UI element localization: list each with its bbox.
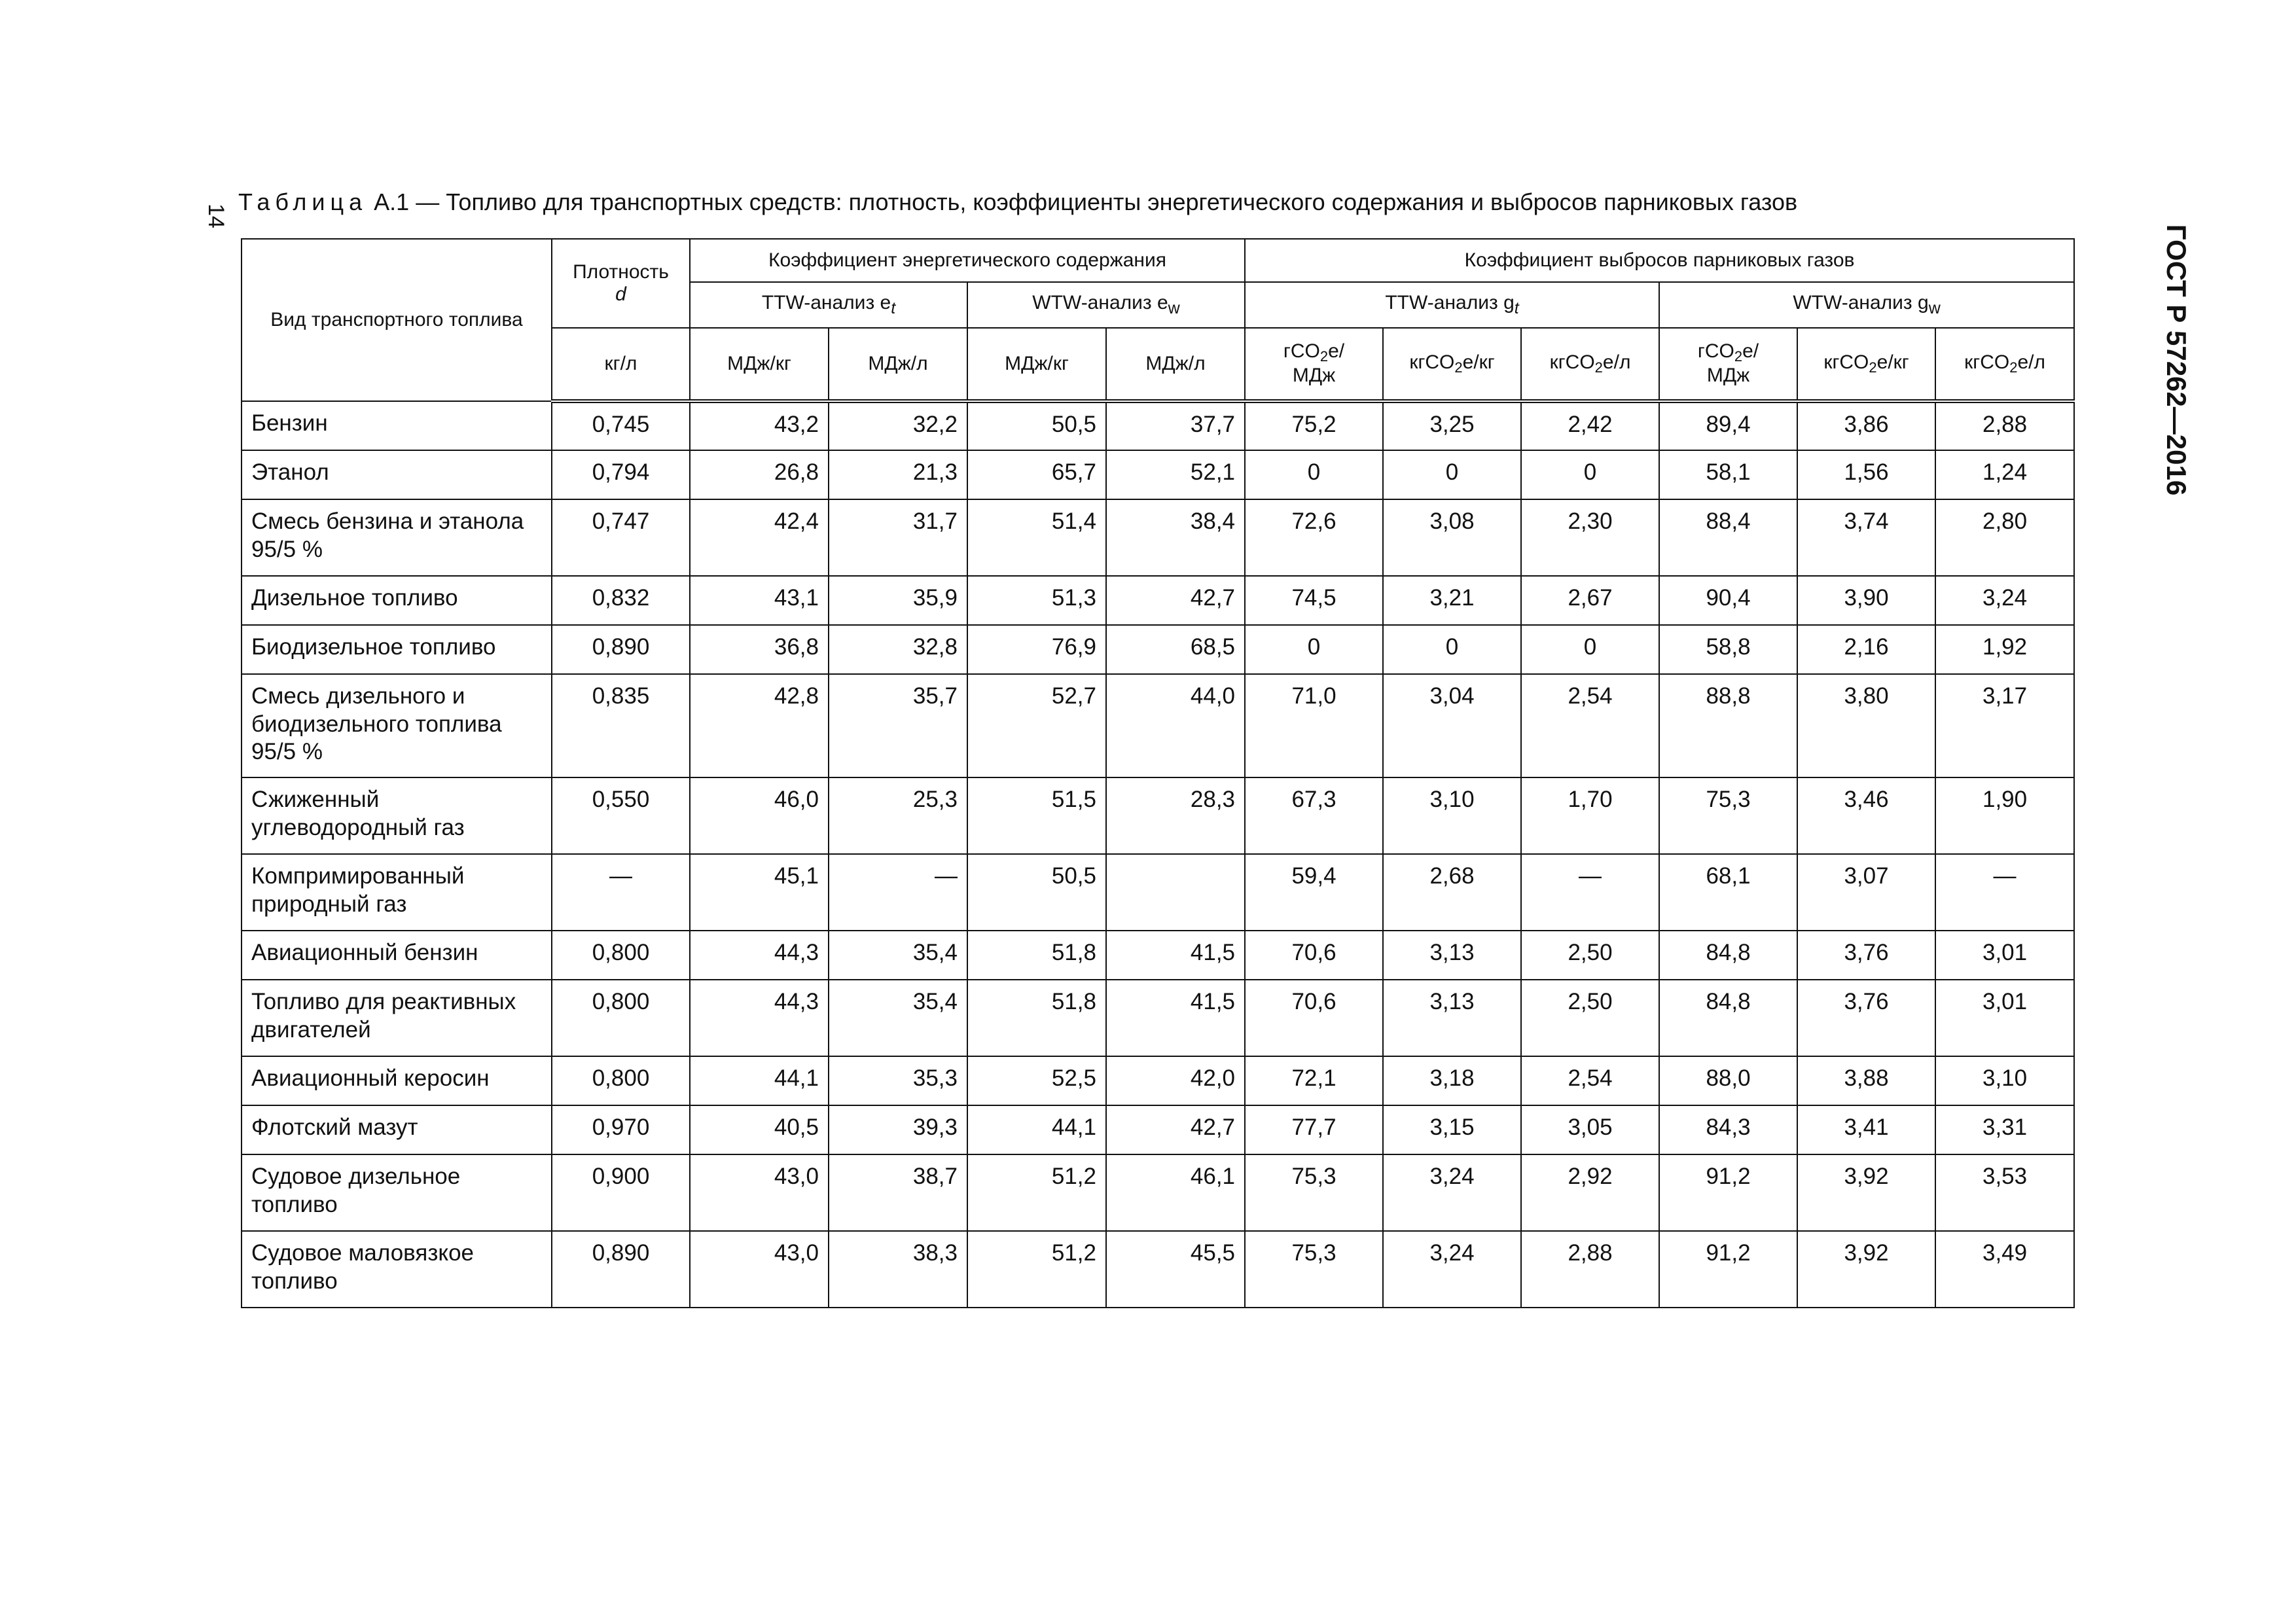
cell-wtw-e-kg: 44,1 (967, 1105, 1106, 1154)
table-row (242, 1056, 2074, 1105)
cell-ttw-e-l: 35,3 (829, 1056, 967, 1105)
cell-wtw-e-l: 52,1 (1106, 450, 1245, 499)
cell-ttw-g-mj: 74,5 (1245, 576, 1383, 625)
header-wtw-ghg: WTW-анализ $g_w$ (1659, 282, 2074, 328)
cell-d: 0,835 (552, 674, 690, 777)
cell-wtw-e-l: 46,1 (1106, 1154, 1245, 1231)
fuel-name: Этанол (242, 450, 552, 499)
table-row (242, 931, 2074, 980)
cell-ttw-e-kg: 43,0 (690, 1154, 829, 1231)
table-row (242, 576, 2074, 625)
cell-wtw-g-kg: 1,56 (1797, 450, 1935, 499)
fuel-table-body (242, 401, 2074, 1308)
page-number: 14 (204, 204, 229, 228)
cell-d: 0,800 (552, 980, 690, 1056)
unit-wtw-e-l: МДж/л (1106, 328, 1245, 401)
cell-ttw-g-mj: 67,3 (1245, 777, 1383, 854)
fuel-name: Судовое дизельное топливо (242, 1154, 552, 1231)
fuel-name: Смесь дизельного и биодизельного топлива 95/5 % (242, 674, 552, 777)
header-fuel-type: Вид транспортного топлива (242, 239, 552, 401)
cell-ttw-e-l: 35,4 (829, 931, 967, 980)
cell-ttw-g-l: 2,67 (1521, 576, 1659, 625)
cell-wtw-g-kg: 3,76 (1797, 931, 1935, 980)
cell-ttw-e-kg: 26,8 (690, 450, 829, 499)
unit-ttw-g-mj: гCO$_2$е/ МДж (1245, 328, 1383, 401)
table-row (242, 625, 2074, 674)
cell-ttw-e-kg: 42,8 (690, 674, 829, 777)
cell-wtw-g-mj: 84,8 (1659, 980, 1797, 1056)
cell-wtw-g-kg: 3,92 (1797, 1154, 1935, 1231)
cell-ttw-g-l: 2,92 (1521, 1154, 1659, 1231)
header-density (552, 239, 690, 328)
cell-ttw-g-kg: 3,10 (1383, 777, 1521, 854)
cell-wtw-g-mj: 88,4 (1659, 499, 1797, 576)
table-row (242, 1105, 2074, 1154)
cell-ttw-g-kg: 3,24 (1383, 1154, 1521, 1231)
cell-wtw-g-mj: 58,1 (1659, 450, 1797, 499)
cell-wtw-g-kg: 3,07 (1797, 854, 1935, 931)
cell-d: 0,900 (552, 1154, 690, 1231)
cell-ttw-e-l: 32,2 (829, 401, 967, 450)
cell-ttw-e-kg: 42,4 (690, 499, 829, 576)
cell-wtw-e-kg: 51,8 (967, 931, 1106, 980)
cell-ttw-e-kg: 36,8 (690, 625, 829, 674)
fuel-name: Авиационный керосин (242, 1056, 552, 1105)
cell-wtw-g-l: 1,92 (1935, 625, 2074, 674)
fuel-name: Биодизельное топливо (242, 625, 552, 674)
cell-ttw-g-l: 2,54 (1521, 674, 1659, 777)
cell-ttw-g-kg: 0 (1383, 450, 1521, 499)
caption-text: Топливо для транспортных средств: плотность, коэффициенты энергетического содержания и выбросов парниковых газов (446, 188, 1798, 215)
cell-ttw-e-kg: 44,3 (690, 931, 829, 980)
table-row (242, 1154, 2074, 1231)
unit-wtw-g-kg: кгCO$_2$е/кг (1797, 328, 1935, 401)
cell-ttw-e-l: 35,7 (829, 674, 967, 777)
cell-wtw-g-l: 3,10 (1935, 1056, 2074, 1105)
cell-wtw-e-kg: 52,7 (967, 674, 1106, 777)
cell-ttw-e-kg: 44,1 (690, 1056, 829, 1105)
cell-wtw-g-l: 3,01 (1935, 931, 2074, 980)
cell-ttw-g-kg: 3,24 (1383, 1231, 1521, 1308)
cell-wtw-g-l: 3,17 (1935, 674, 2074, 777)
fuel-name: Судовое маловязкое топливо (242, 1231, 552, 1308)
cell-ttw-g-l: 3,05 (1521, 1105, 1659, 1154)
table-row (242, 674, 2074, 777)
cell-d: 0,794 (552, 450, 690, 499)
cell-wtw-e-kg: 51,2 (967, 1154, 1106, 1231)
header-energy-group: Коэффициент энергетического содержания (690, 239, 1245, 282)
cell-wtw-g-mj: 88,8 (1659, 674, 1797, 777)
cell-wtw-e-l: 37,7 (1106, 401, 1245, 450)
cell-wtw-g-mj: 90,4 (1659, 576, 1797, 625)
cell-ttw-g-kg: 3,25 (1383, 401, 1521, 450)
cell-ttw-g-mj: 77,7 (1245, 1105, 1383, 1154)
cell-ttw-e-l: 38,3 (829, 1231, 967, 1308)
cell-ttw-g-mj: 59,4 (1245, 854, 1383, 931)
cell-wtw-g-mj: 84,3 (1659, 1105, 1797, 1154)
cell-ttw-g-mj: 72,6 (1245, 499, 1383, 576)
cell-ttw-g-l: 2,30 (1521, 499, 1659, 576)
cell-wtw-g-mj: 75,3 (1659, 777, 1797, 854)
table-row (242, 777, 2074, 854)
cell-wtw-e-kg: 50,5 (967, 854, 1106, 931)
cell-ttw-g-mj: 75,3 (1245, 1231, 1383, 1308)
cell-wtw-e-l: 44,0 (1106, 674, 1245, 777)
cell-ttw-e-l: 32,8 (829, 625, 967, 674)
cell-wtw-g-kg: 3,86 (1797, 401, 1935, 450)
cell-wtw-g-mj: 89,4 (1659, 401, 1797, 450)
fuel-name: Компримированный природный газ (242, 854, 552, 931)
cell-ttw-e-l: 21,3 (829, 450, 967, 499)
cell-wtw-e-l: 42,0 (1106, 1056, 1245, 1105)
cell-ttw-g-l: 0 (1521, 450, 1659, 499)
cell-ttw-e-kg: 43,0 (690, 1231, 829, 1308)
cell-ttw-e-l: 25,3 (829, 777, 967, 854)
unit-wtw-g-mj: гCO$_2$е/ МДж (1659, 328, 1797, 401)
cell-ttw-e-l: 38,7 (829, 1154, 967, 1231)
cell-d: 0,745 (552, 401, 690, 450)
header-ghg-group: Коэффициент выбросов парниковых газов (1245, 239, 2074, 282)
cell-wtw-g-mj: 58,8 (1659, 625, 1797, 674)
fuel-table (241, 238, 2075, 1308)
cell-ttw-e-l: 35,4 (829, 980, 967, 1056)
unit-wtw-e-kg: МДж/кг (967, 328, 1106, 401)
cell-ttw-g-l: 2,50 (1521, 980, 1659, 1056)
cell-d: 0,970 (552, 1105, 690, 1154)
cell-d: 0,550 (552, 777, 690, 854)
cell-ttw-g-kg: 2,68 (1383, 854, 1521, 931)
cell-ttw-g-kg: 3,21 (1383, 576, 1521, 625)
cell-wtw-g-kg: 2,16 (1797, 625, 1935, 674)
cell-ttw-e-kg: 40,5 (690, 1105, 829, 1154)
cell-d: 0,747 (552, 499, 690, 576)
cell-d: 0,890 (552, 625, 690, 674)
cell-d: 0,832 (552, 576, 690, 625)
cell-wtw-e-l: 68,5 (1106, 625, 1245, 674)
cell-wtw-g-kg: 3,41 (1797, 1105, 1935, 1154)
cell-wtw-e-kg: 52,5 (967, 1056, 1106, 1105)
standard-designation: ГОСТ Р 57262—2016 (2161, 224, 2192, 496)
cell-ttw-g-kg: 3,15 (1383, 1105, 1521, 1154)
cell-ttw-g-l: 2,54 (1521, 1056, 1659, 1105)
fuel-name: Авиационный бензин (242, 931, 552, 980)
cell-wtw-g-l: 1,90 (1935, 777, 2074, 854)
cell-ttw-g-l: 0 (1521, 625, 1659, 674)
cell-ttw-g-kg: 3,08 (1383, 499, 1521, 576)
cell-wtw-g-mj: 88,0 (1659, 1056, 1797, 1105)
cell-wtw-g-kg: 3,88 (1797, 1056, 1935, 1105)
cell-ttw-e-l: 39,3 (829, 1105, 967, 1154)
cell-wtw-e-l: 41,5 (1106, 931, 1245, 980)
cell-wtw-g-kg: 3,76 (1797, 980, 1935, 1056)
cell-wtw-g-mj: 68,1 (1659, 854, 1797, 931)
header-ttw-energy: TTW-анализ $e_t$ (690, 282, 967, 328)
cell-ttw-g-l: 1,70 (1521, 777, 1659, 854)
cell-ttw-g-mj: 75,3 (1245, 1154, 1383, 1231)
cell-wtw-g-mj: 91,2 (1659, 1231, 1797, 1308)
cell-wtw-e-kg: 51,5 (967, 777, 1106, 854)
cell-ttw-g-mj: 71,0 (1245, 674, 1383, 777)
cell-wtw-e-kg: 65,7 (967, 450, 1106, 499)
table-row (242, 499, 2074, 576)
cell-ttw-g-kg: 3,04 (1383, 674, 1521, 777)
cell-ttw-e-kg: 43,2 (690, 401, 829, 450)
cell-ttw-g-mj: 0 (1245, 450, 1383, 499)
cell-ttw-e-kg: 43,1 (690, 576, 829, 625)
cell-wtw-g-kg: 3,80 (1797, 674, 1935, 777)
cell-d: — (552, 854, 690, 931)
table-row (242, 450, 2074, 499)
fuel-name: Топливо для реактивных двигателей (242, 980, 552, 1056)
cell-wtw-e-kg: 51,8 (967, 980, 1106, 1056)
cell-d: 0,890 (552, 1231, 690, 1308)
cell-d: 0,800 (552, 931, 690, 980)
header-density-label: Плотность (573, 260, 669, 283)
cell-wtw-g-l: 3,49 (1935, 1231, 2074, 1308)
cell-wtw-g-mj: 91,2 (1659, 1154, 1797, 1231)
cell-wtw-e-l: 41,5 (1106, 980, 1245, 1056)
cell-ttw-g-mj: 72,1 (1245, 1056, 1383, 1105)
cell-ttw-g-mj: 0 (1245, 625, 1383, 674)
cell-wtw-e-l: 45,5 (1106, 1231, 1245, 1308)
cell-wtw-e-kg: 51,4 (967, 499, 1106, 576)
cell-ttw-g-l: — (1521, 854, 1659, 931)
caption-label: Таблица (238, 188, 368, 215)
cell-ttw-e-kg: 45,1 (690, 854, 829, 931)
cell-ttw-g-l: 2,88 (1521, 1231, 1659, 1308)
fuel-name: Бензин (242, 401, 552, 450)
cell-wtw-e-kg: 50,5 (967, 401, 1106, 450)
fuel-name: Флотский мазут (242, 1105, 552, 1154)
cell-wtw-g-kg: 3,74 (1797, 499, 1935, 576)
unit-ttw-g-l: кгCO$_2$е/л (1521, 328, 1659, 401)
unit-ttw-e-l: МДж/л (829, 328, 967, 401)
cell-wtw-e-kg: 76,9 (967, 625, 1106, 674)
cell-ttw-g-mj: 75,2 (1245, 401, 1383, 450)
cell-ttw-e-kg: 46,0 (690, 777, 829, 854)
fuel-name: Смесь бензина и этанола 95/5 % (242, 499, 552, 576)
cell-wtw-e-l: 42,7 (1106, 576, 1245, 625)
caption-dash: — (416, 188, 440, 215)
cell-ttw-e-kg: 44,3 (690, 980, 829, 1056)
unit-wtw-g-l: кгCO$_2$е/л (1935, 328, 2074, 401)
cell-wtw-e-l: 38,4 (1106, 499, 1245, 576)
cell-wtw-g-l: 3,01 (1935, 980, 2074, 1056)
header-density-symbol: d (615, 283, 626, 305)
cell-wtw-g-l: 3,24 (1935, 576, 2074, 625)
header-wtw-energy: WTW-анализ $e_w$ (967, 282, 1245, 328)
caption-number: А.1 (374, 188, 410, 215)
unit-density: кг/л (552, 328, 690, 401)
fuel-name: Сжиженный углеводородный газ (242, 777, 552, 854)
cell-wtw-e-l: 42,7 (1106, 1105, 1245, 1154)
table-row (242, 854, 2074, 931)
cell-d: 0,800 (552, 1056, 690, 1105)
cell-ttw-e-l: 31,7 (829, 499, 967, 576)
cell-ttw-g-kg: 3,18 (1383, 1056, 1521, 1105)
table-caption (238, 188, 1797, 216)
cell-wtw-g-mj: 84,8 (1659, 931, 1797, 980)
cell-wtw-e-l (1106, 854, 1245, 931)
cell-wtw-g-l: 1,24 (1935, 450, 2074, 499)
cell-ttw-e-l: 35,9 (829, 576, 967, 625)
unit-ttw-g-kg: кгCO$_2$е/кг (1383, 328, 1521, 401)
fuel-name: Дизельное топливо (242, 576, 552, 625)
cell-ttw-g-l: 2,42 (1521, 401, 1659, 450)
table-row (242, 401, 2074, 450)
cell-wtw-g-l: 3,53 (1935, 1154, 2074, 1231)
cell-wtw-g-l: 2,80 (1935, 499, 2074, 576)
cell-wtw-e-kg: 51,2 (967, 1231, 1106, 1308)
cell-ttw-g-l: 2,50 (1521, 931, 1659, 980)
cell-wtw-e-kg: 51,3 (967, 576, 1106, 625)
cell-wtw-g-kg: 3,92 (1797, 1231, 1935, 1308)
table-row (242, 980, 2074, 1056)
cell-ttw-g-mj: 70,6 (1245, 931, 1383, 980)
cell-wtw-g-l: 2,88 (1935, 401, 2074, 450)
cell-ttw-g-kg: 3,13 (1383, 980, 1521, 1056)
cell-ttw-g-mj: 70,6 (1245, 980, 1383, 1056)
cell-ttw-e-l: — (829, 854, 967, 931)
header-ttw-ghg: TTW-анализ $g_t$ (1245, 282, 1659, 328)
cell-wtw-g-l: 3,31 (1935, 1105, 2074, 1154)
cell-wtw-g-kg: 3,90 (1797, 576, 1935, 625)
cell-wtw-e-l: 28,3 (1106, 777, 1245, 854)
cell-wtw-g-l: — (1935, 854, 2074, 931)
cell-ttw-g-kg: 3,13 (1383, 931, 1521, 980)
cell-wtw-g-kg: 3,46 (1797, 777, 1935, 854)
cell-ttw-g-kg: 0 (1383, 625, 1521, 674)
table-row (242, 1231, 2074, 1308)
unit-ttw-e-kg: МДж/кг (690, 328, 829, 401)
